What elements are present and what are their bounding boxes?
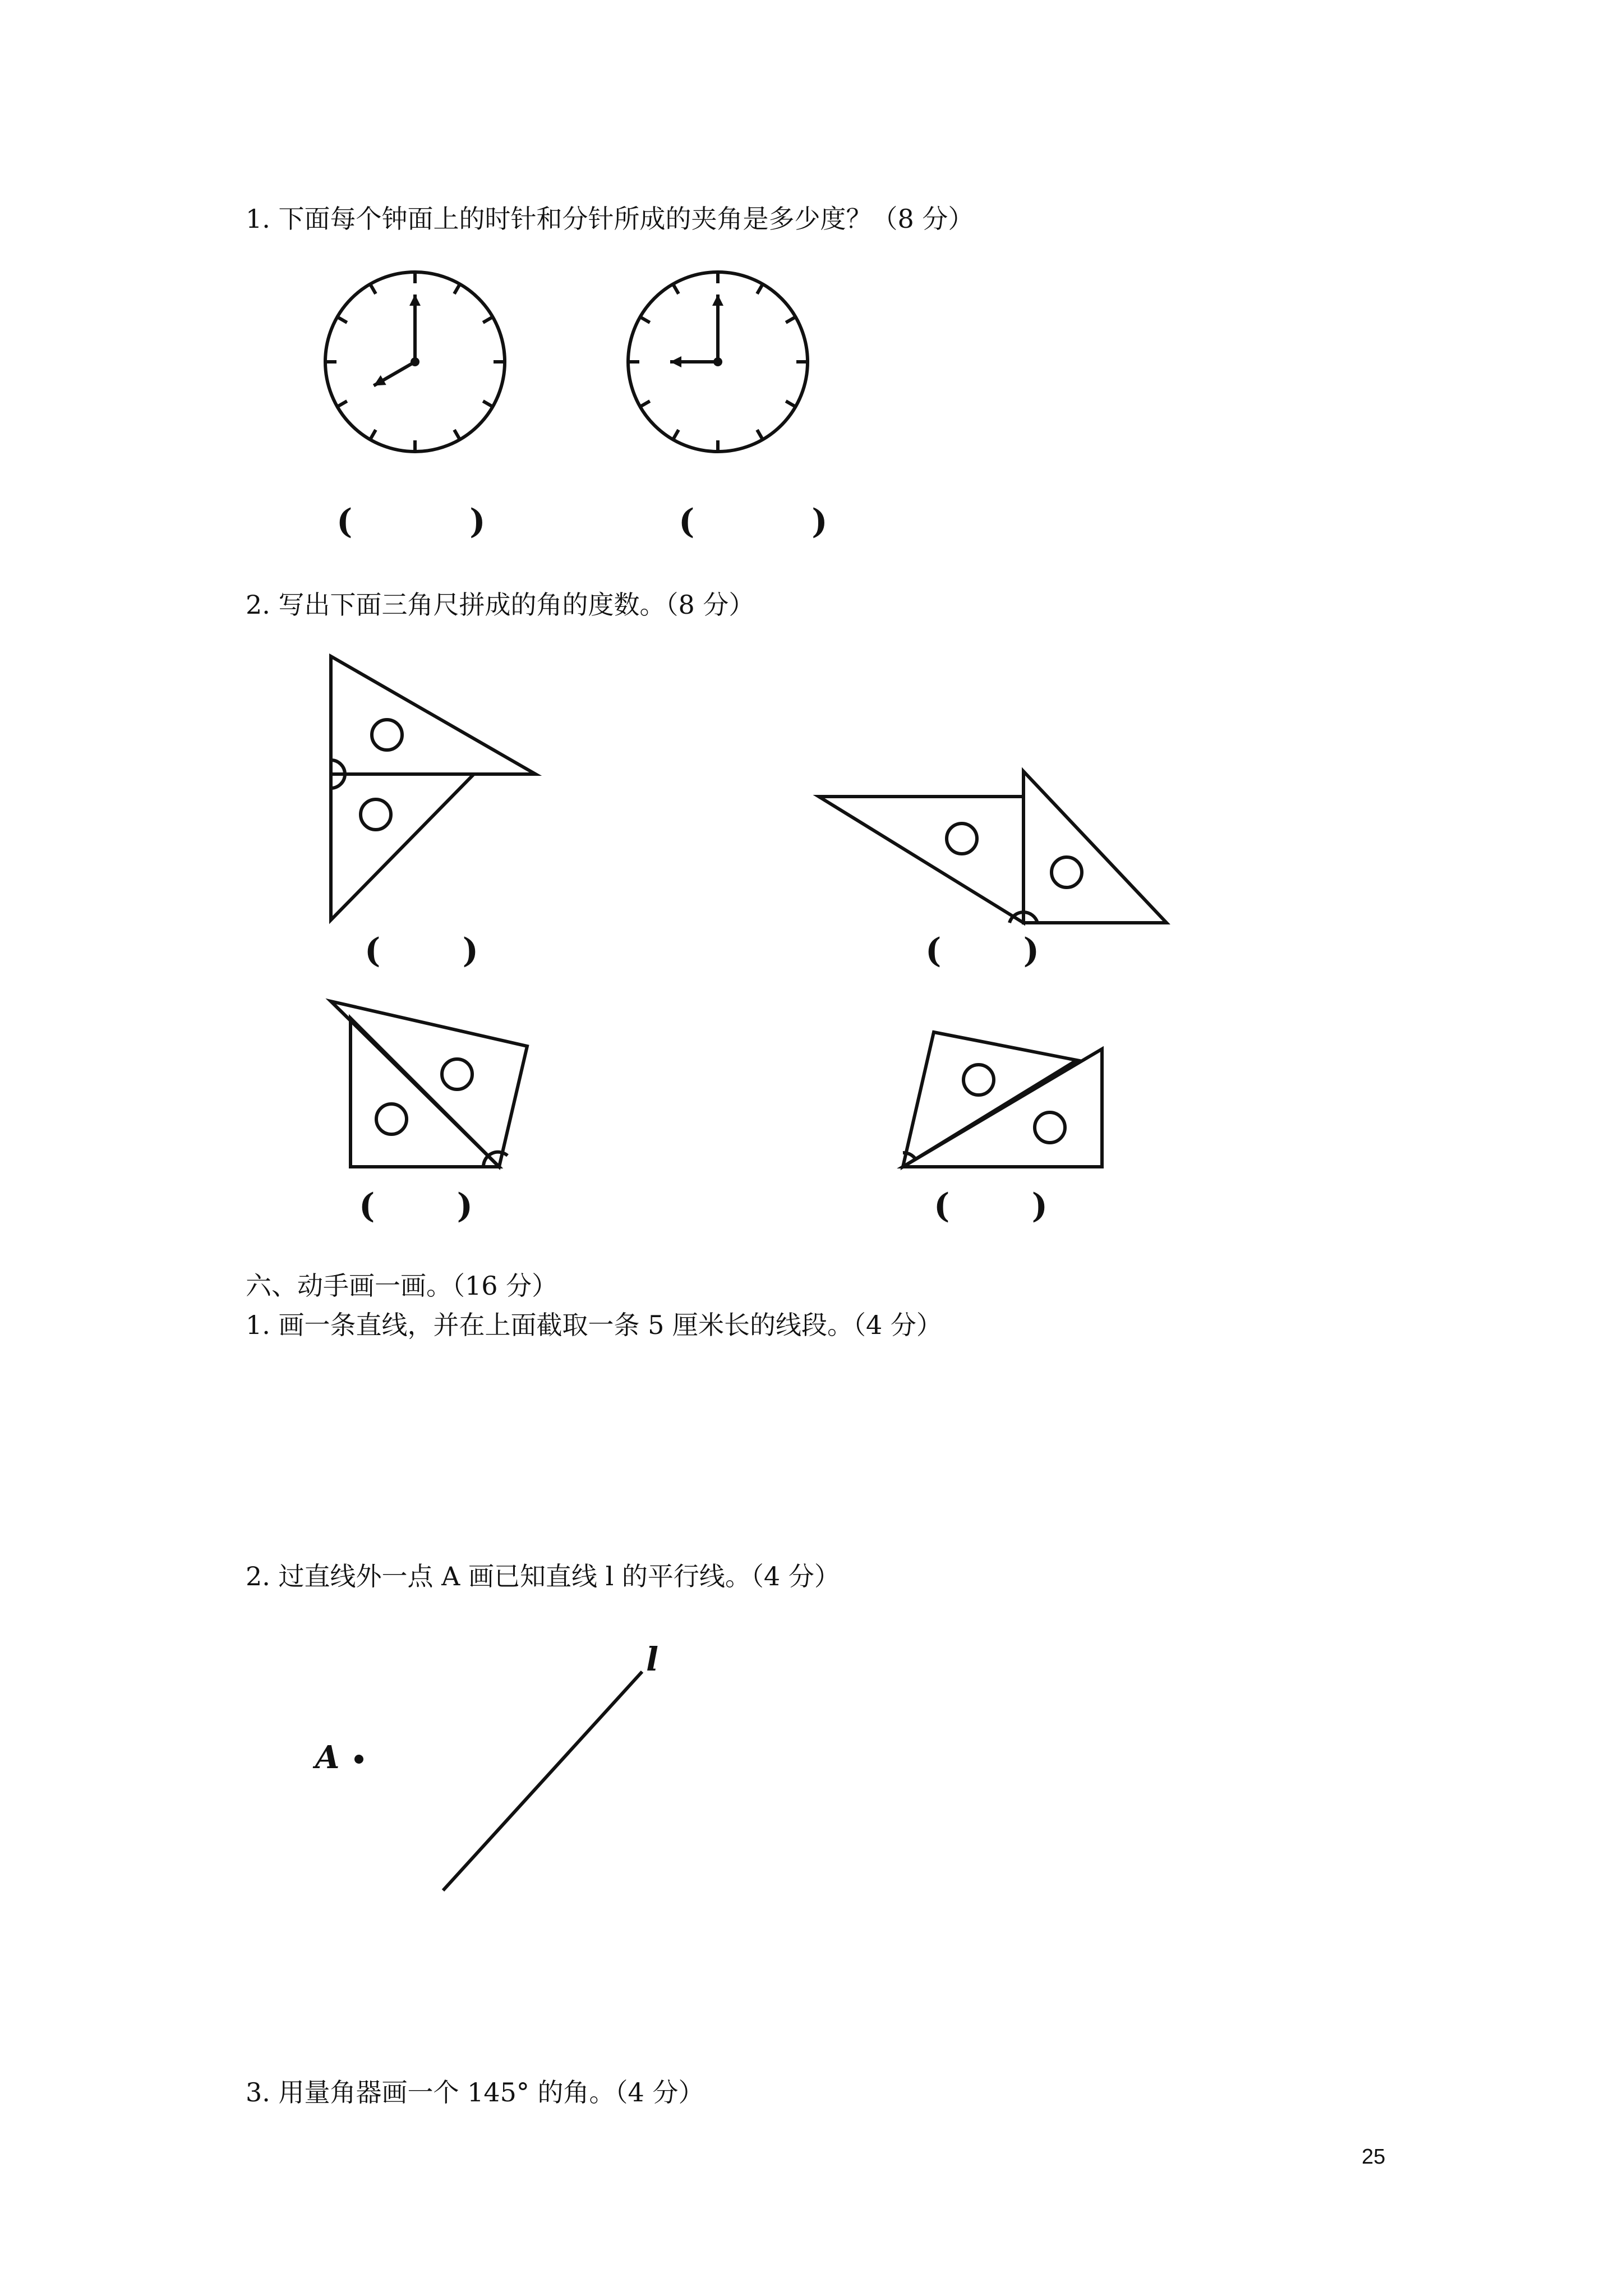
set-square-hole xyxy=(963,1065,994,1095)
clock-tick xyxy=(640,401,649,407)
q2-answer-blank-4[interactable]: ( ) xyxy=(934,1186,1048,1226)
clock-1-minute-arrowhead xyxy=(409,295,421,306)
set-square-upper xyxy=(331,656,536,774)
q1-answer-blank-1[interactable]: ( ) xyxy=(336,502,486,541)
clock-2-minute-arrowhead xyxy=(712,295,723,306)
clock-tick xyxy=(337,401,347,407)
section-6-q2-prompt: 2. 过直线外一点 A 画已知直线 l 的平行线。（4 分） xyxy=(246,1561,840,1591)
clock-1 xyxy=(317,264,513,460)
q1-answer-blank-2[interactable]: ( ) xyxy=(679,502,828,541)
clock-tick xyxy=(786,401,795,407)
clock-tick xyxy=(483,401,492,407)
clock-tick xyxy=(370,284,376,293)
clock-tick xyxy=(757,284,763,293)
clock-tick xyxy=(757,430,763,439)
set-square-hole xyxy=(372,720,402,750)
triangle-figure-2 xyxy=(808,763,1178,931)
set-square-hole xyxy=(1035,1112,1065,1143)
parallel-line-figure xyxy=(303,1638,718,1907)
clock-2-hour-arrowhead xyxy=(670,356,681,367)
set-square-hole xyxy=(1052,857,1082,887)
set-square-lower xyxy=(903,1049,1102,1167)
triangle-figure-4 xyxy=(892,1018,1116,1181)
set-square-hole xyxy=(947,823,977,854)
set-square-hole xyxy=(442,1059,472,1089)
q2-answer-blank-3[interactable]: ( ) xyxy=(359,1186,473,1226)
set-square-left xyxy=(819,797,1023,923)
set-square-right xyxy=(1023,771,1166,923)
clock-tick xyxy=(454,430,460,439)
q2-answer-blank-1[interactable]: ( ) xyxy=(365,931,478,970)
section-6-heading: 六、动手画一画。（16 分） xyxy=(246,1271,558,1301)
clock-tick xyxy=(370,430,376,439)
triangle-figure-1 xyxy=(314,645,550,926)
triangle-figure-3 xyxy=(320,993,538,1178)
clock-1-center xyxy=(411,357,419,366)
section-6-q3-prompt: 3. 用量角器画一个 145° 的角。（4 分） xyxy=(246,2077,704,2108)
point-a xyxy=(354,1755,363,1764)
clock-tick xyxy=(454,284,460,293)
clock-2 xyxy=(620,264,816,460)
clock-tick xyxy=(337,317,347,323)
point-a-label: A xyxy=(315,1739,340,1776)
given-line-l xyxy=(443,1672,642,1890)
set-square-hole xyxy=(376,1104,407,1134)
set-square-upper xyxy=(903,1032,1077,1167)
q2-prompt: 2. 写出下面三角尺拼成的角的度数。（8 分） xyxy=(246,590,755,620)
q2-answer-blank-2[interactable]: ( ) xyxy=(925,931,1039,970)
page-number: 25 xyxy=(1362,2145,1386,2169)
line-l-label: l xyxy=(646,1640,659,1678)
clock-2-center xyxy=(713,357,722,366)
set-square-lower xyxy=(331,774,474,920)
clock-tick xyxy=(640,317,649,323)
clock-tick xyxy=(673,430,679,439)
section-6-q1-prompt: 1. 画一条直线，并在上面截取一条 5 厘米长的线段。（4 分） xyxy=(246,1310,942,1340)
q1-prompt: 1. 下面每个钟面上的时针和分针所成的夹角是多少度？（8 分） xyxy=(246,204,974,234)
set-square-lower xyxy=(351,1018,499,1167)
clock-tick xyxy=(483,317,492,323)
set-square-hole xyxy=(361,799,391,830)
clock-tick xyxy=(786,317,795,323)
clock-tick xyxy=(673,284,679,293)
